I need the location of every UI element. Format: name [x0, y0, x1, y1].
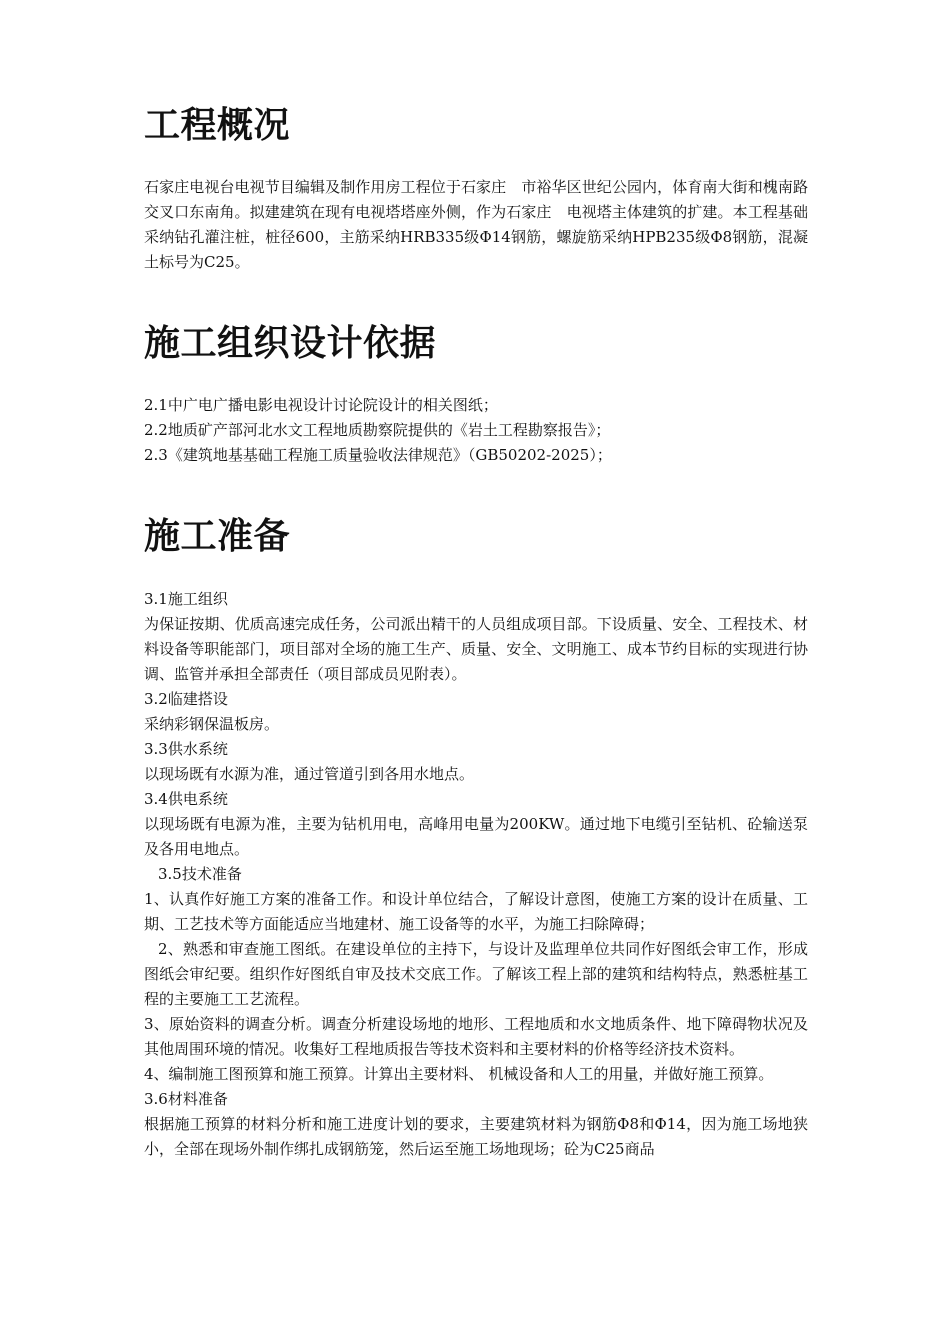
paragraph: 2、熟悉和审查施工图纸。在建设单位的主持下，与设计及监理单位共同作好图纸会审工作，形成图纸会审纪要。组织作好图纸自审及技术交底工作。了解该工程上部的建筑和结构特点，熟悉桩基工程的主要施工工艺流程。: [144, 940, 808, 1008]
section-body-design-basis: [144, 393, 808, 468]
section-title-project-overview: 工程概况: [144, 105, 291, 146]
paragraph: 以现场既有电源为准，主要为钻机用电，高峰用电量为200KW。通过地下电缆引至钻机、砼输送泵及各用电地点。: [144, 815, 808, 858]
paragraph: 3、原始资料的调查分析。调查分析建设场地的地形、工程地质和水文地质条件、地下障碍物状况及其他周围环境的情况。收集好工程地质报告等技术资料和主要材料的价格等经济技术资料。: [144, 1015, 808, 1058]
section-body-construction-preparation: [144, 587, 808, 1162]
paragraph: 石家庄电视台电视节目编辑及制作用房工程位于石家庄 市裕华区世纪公园内，体育南大街和槐南路交叉口东南角。拟建建筑在现有电视塔塔座外侧，作为石家庄 电视塔主体建筑的扩建。本工程基础采纳钻孔灌注桩，桩径600，主筋采纳HRB335级Φ14钢筋，螺旋筋采纳HPB235级Φ8钢筋，混凝土标号为C25。: [144, 178, 808, 271]
list-item: 2.1中广电广播电影电视设计讨论院设计的相关图纸；: [144, 396, 498, 414]
paragraph: 4、编制施工图预算和施工预算。计算出主要材料、 机械设备和人工的用量，并做好施工预算。: [144, 1065, 774, 1083]
subheading-3-4: 3.4供电系统: [144, 790, 228, 808]
paragraph: 1、认真作好施工方案的准备工作。和设计单位结合，了解设计意图，使施工方案的设计在质量、工期、工艺技术等方面能适应当地建材、施工设备等的水平，为施工扫除障碍；: [144, 890, 808, 933]
subheading-3-2: 3.2临建搭设: [144, 690, 228, 708]
section-body-project-overview: [144, 175, 808, 275]
paragraph: 以现场既有水源为准，通过管道引到各用水地点。: [144, 765, 475, 783]
paragraph: 采纳彩钢保温板房。: [144, 715, 280, 733]
paragraph: 根据施工预算的材料分析和施工进度计划的要求，主要建筑材料为钢筋Φ8和Φ14，因为施工场地狭小，全部在现场外制作绑扎成钢筋笼，然后运至施工场地现场；砼为C25商品: [144, 1115, 808, 1158]
section-title-design-basis: 施工组织设计依据: [144, 323, 437, 364]
subheading-3-3: 3.3供水系统: [144, 740, 228, 758]
subheading-3-1: 3.1施工组织: [144, 590, 228, 608]
section-title-construction-preparation: 施工准备: [144, 516, 291, 557]
subheading-3-5: 3.5技术准备: [158, 865, 242, 883]
list-item: 2.3《建筑地基基础工程施工质量验收法律规范》（GB50202-2025）；: [144, 446, 612, 464]
paragraph: 为保证按期、优质高速完成任务，公司派出精干的人员组成项目部。下设质量、安全、工程技术、材料设备等职能部门，项目部对全场的施工生产、质量、安全、文明施工、成本节约目标的实现进行协调、监管并承担全部责任（项目部成员见附表）。: [144, 615, 808, 683]
list-item: 2.2地质矿产部河北水文工程地质勘察院提供的《岩土工程勘察报告》；: [144, 421, 611, 439]
subheading-3-6: 3.6材料准备: [144, 1090, 228, 1108]
